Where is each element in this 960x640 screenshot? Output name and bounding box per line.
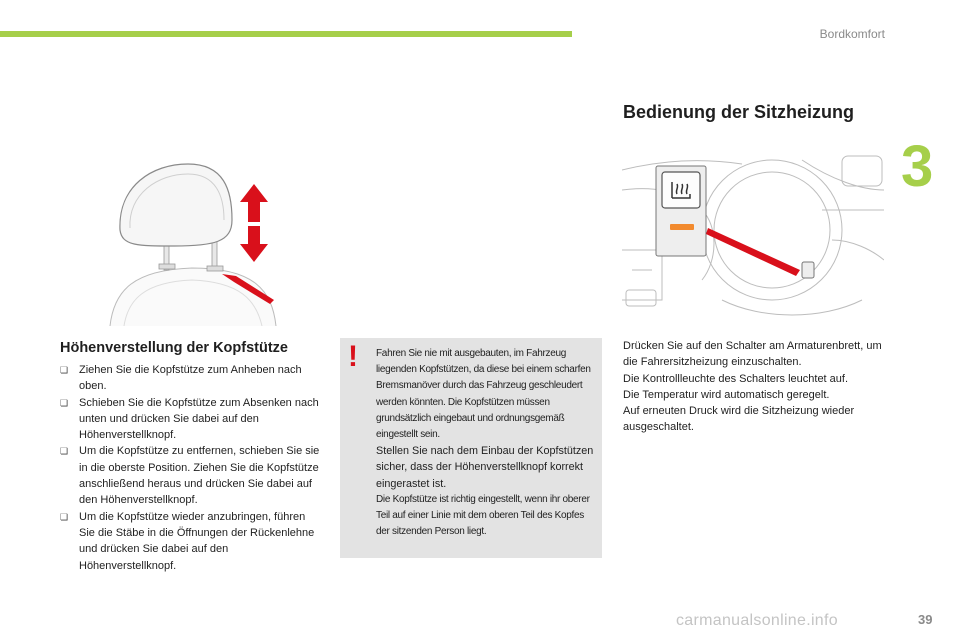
warning-box: [340, 338, 602, 558]
section-label: Bordkomfort: [819, 27, 885, 41]
indicator-light: [670, 224, 694, 230]
paragraph-line: Die Temperatur wird automatisch geregelt.: [623, 388, 830, 401]
headrest-title: Höhenverstellung der Kopfstütze: [60, 340, 288, 356]
headrest-rod-right: [212, 240, 217, 270]
page-number: 39: [918, 612, 933, 627]
checkbox-bullet-icon: ❏: [60, 397, 69, 408]
warning-line: Die Kopfstütze ist richtig eingestellt, wenn ihr oberer Teil auf einer Linie mit dem oberen Teil des Kopfes der sitzenden Person liegt.: [376, 493, 590, 538]
checkbox-bullet-icon: ❏: [60, 365, 69, 375]
watermark: carmanualsonline.info: [676, 612, 838, 629]
seat-back-outline: [110, 268, 276, 326]
seat-heating-title: Bedienung der Sitzheizung: [623, 102, 855, 122]
dashboard-illustration: [622, 150, 884, 326]
paragraph-line: Drücken Sie auf den Schalter am Armaturenbrett, um die Fahrersitzheizung einzuschalten.: [623, 340, 882, 369]
paragraph-line: Die Kontrollleuchte des Schalters leuchtet auf.: [623, 372, 849, 385]
rod-collar-right: [207, 266, 223, 271]
accent-bar: [0, 31, 572, 37]
up-down-arrow-icon: [240, 184, 268, 262]
headrest-steps-list: [60, 362, 322, 574]
checkbox-bullet-icon: ❏: [60, 511, 69, 522]
warning-text: [376, 346, 596, 540]
chapter-number: 3: [901, 134, 934, 199]
list-item: ❏ Um die Kopfstütze wieder anzubringen, führen Sie die Stäbe in die Öffnungen der Rückenlehne und drücken Sie dabei auf den Höhenverstellknopf.: [60, 510, 315, 572]
headrest-cushion: [120, 164, 232, 246]
rod-collar-left: [159, 264, 175, 269]
list-item: ❏ Ziehen Sie die Kopfstütze zum Anheben nach oben.: [60, 364, 302, 393]
checkbox-bullet-icon: ❏: [60, 446, 69, 457]
list-item: ❏ Um die Kopfstütze zu entfernen, schieben Sie sie in die oberste Position. Ziehen Sie die Kopfstütze anschließend heraus und drücken Sie dabei auf den Höhenverstellknopf.: [60, 445, 320, 507]
exclamation-icon: !: [348, 340, 358, 373]
warning-line: Fahren Sie nie mit ausgebauten, im Fahrzeug liegenden Kopfstützen, da diese bei einem scharfen Bremsmanöver durch das Fahrzeug geschleudert werden könnten. Die Kopfstützen müssen grundsätzlich eingebaut und ordnungsgemäß eingestellt sein.: [376, 348, 591, 441]
headrest-illustration: [104, 150, 280, 326]
warning-line: Stellen Sie nach dem Einbau der Kopfstützen sicher, dass der Höhenverstellknopf korrekt eingerastet ist.: [376, 445, 594, 490]
list-item: ❏ Schieben Sie die Kopfstütze zum Absenken nach unten und drücken Sie dabei auf den Höhenverstellknopf.: [60, 396, 319, 442]
paragraph-line: Auf erneuten Druck wird die Sitzheizung wieder ausgeschaltet.: [623, 405, 855, 434]
seat-heating-text: [623, 338, 891, 436]
